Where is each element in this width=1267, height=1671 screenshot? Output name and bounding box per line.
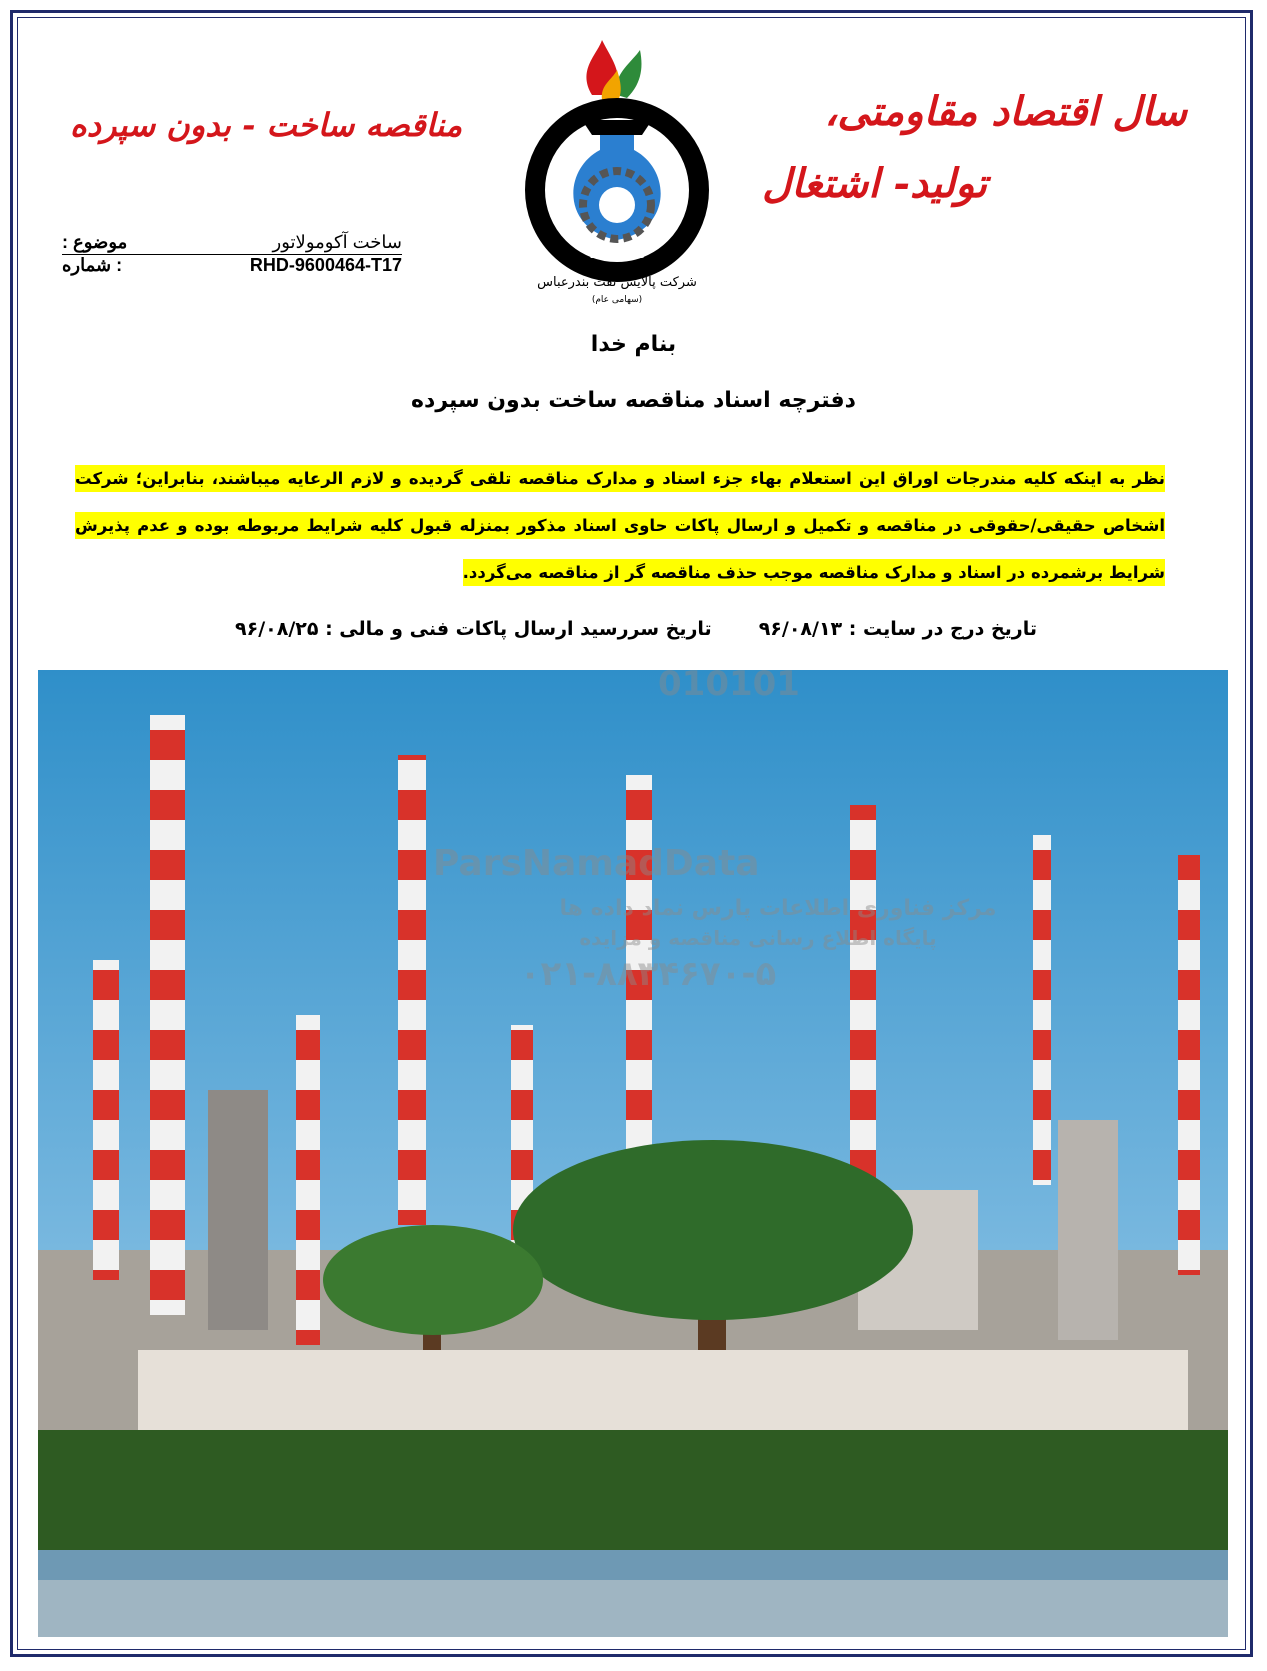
watermark-digits: 010101: [658, 670, 800, 704]
greeting: بنام خدا: [590, 332, 677, 357]
number-value: RHD-9600464-T17: [249, 255, 402, 275]
subject-label: موضوع :: [62, 232, 128, 252]
notice-paragraph: [75, 455, 1165, 596]
slogan-line-2: تولید- اشتغال: [762, 160, 987, 207]
number-row: [62, 255, 402, 277]
notice-text: نظر به اینکه کلیه مندرجات اوراق این استعلام بهاء جزء اسناد و مدارک مناقصه تلقی گردیده و لازم الرعایه میباشند، بنابراین؛ شرکت اشخاص حقیقی/حقوقی در مناقصه و تکمیل و ارسال پاکات حاوی اسناد مذکور بمنزله قبول کلیه شرایط مربوطه بوده و عدم پذیرش شرایط برشمرده در اسناد و مدارک مناقصه موجب حذف مناقصه گر از مناقصه می‌گردد.: [75, 465, 1165, 586]
watermark-brand: ParsNamadData: [433, 843, 760, 884]
slogan-line-1: سال اقتصاد مقاومتی،: [824, 88, 1187, 135]
watermark-phone: ۰۲۱-۸۸۳۴۶۷۰-۵: [519, 954, 777, 994]
watermark-line2: پایگاه اطلاع رسانی مناقصه و مزایده: [579, 926, 937, 950]
subject-row: [62, 232, 402, 255]
deadline-date: تاریخ سررسید ارسال پاکات فنی و مالی : ۹۶/۰۸/۲۵: [235, 618, 712, 640]
tender-type-heading: مناقصه ساخت - بدون سپرده: [70, 106, 463, 144]
document-meta: [62, 232, 402, 277]
logo-company-name: شرکت پالایش نفت بندرعباس: [537, 275, 697, 290]
watermark-line1: مرکز فناوری اطلاعات پارس نماد داده ها: [559, 896, 997, 921]
publish-date: تاریخ درج در سایت : ۹۶/۰۸/۱۳: [758, 618, 1037, 640]
logo-initials: B.O.R.C: [589, 247, 645, 262]
number-label: : شماره: [62, 255, 123, 275]
document-title: دفترچه اسناد مناقصه ساخت بدون سپرده: [411, 388, 856, 413]
subject-value: ساخت آکومولاتور: [272, 232, 402, 252]
logo-company-type: (سهامی عام): [591, 295, 643, 305]
company-logo: [522, 40, 712, 310]
refinery-photo: [38, 670, 1228, 1637]
